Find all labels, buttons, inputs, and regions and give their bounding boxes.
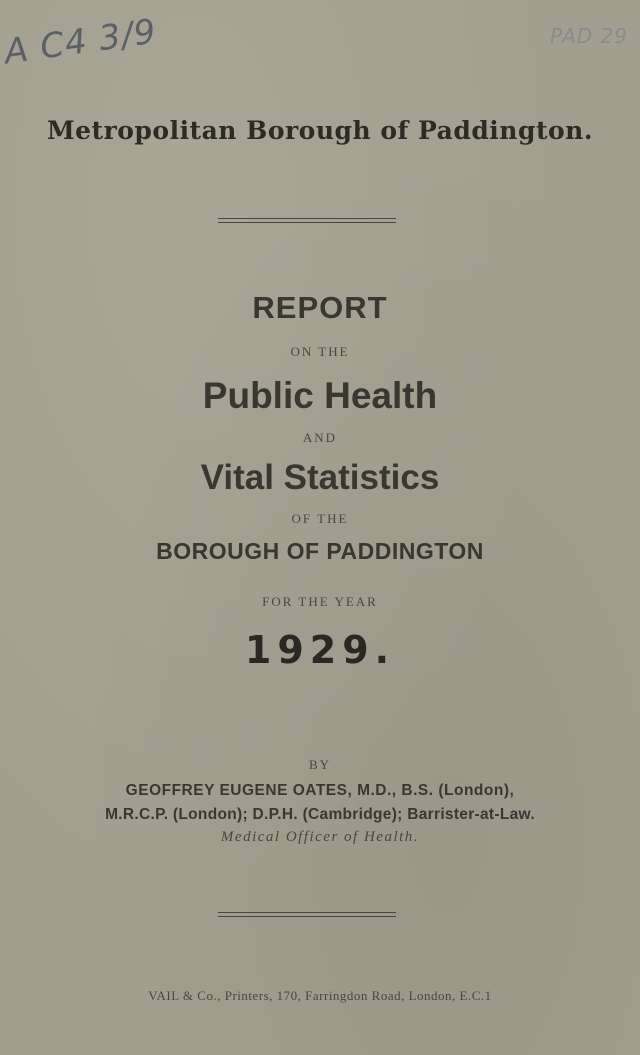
and-text: AND bbox=[302, 430, 338, 445]
author-title: Medical Officer of Health. bbox=[220, 829, 420, 845]
on-the-text: ON THE bbox=[290, 344, 350, 359]
borough-title: Metropolitan Borough of Paddington. bbox=[46, 116, 594, 145]
author-qualifications: M.R.C.P. (London); D.P.H. (Cambridge); Barrister-at-Law. bbox=[105, 806, 535, 823]
author-name: GEOFFREY EUGENE OATES, M.D., B.S. (London), bbox=[125, 782, 515, 799]
handwritten-catalogue-mark: A C4 3/9 bbox=[1, 11, 160, 73]
for-the-year-text: FOR THE YEAR bbox=[262, 594, 378, 609]
vital-statistics-heading: Vital Statistics bbox=[200, 458, 440, 497]
top-divider-rule bbox=[218, 218, 396, 223]
printer-imprint: VAIL & Co., Printers, 170, Farringdon Road, London, E.C.1 bbox=[148, 988, 492, 1003]
of-the-text: OF THE bbox=[291, 511, 349, 526]
handwritten-reference-mark: PAD 29 bbox=[550, 24, 628, 48]
bottom-divider-rule bbox=[218, 912, 396, 917]
report-year: 1929. bbox=[244, 628, 396, 672]
borough-name-heading: BOROUGH OF PADDINGTON bbox=[156, 538, 484, 564]
report-heading: REPORT bbox=[252, 290, 388, 325]
public-health-heading: Public Health bbox=[202, 375, 438, 416]
by-text: BY bbox=[308, 757, 332, 772]
